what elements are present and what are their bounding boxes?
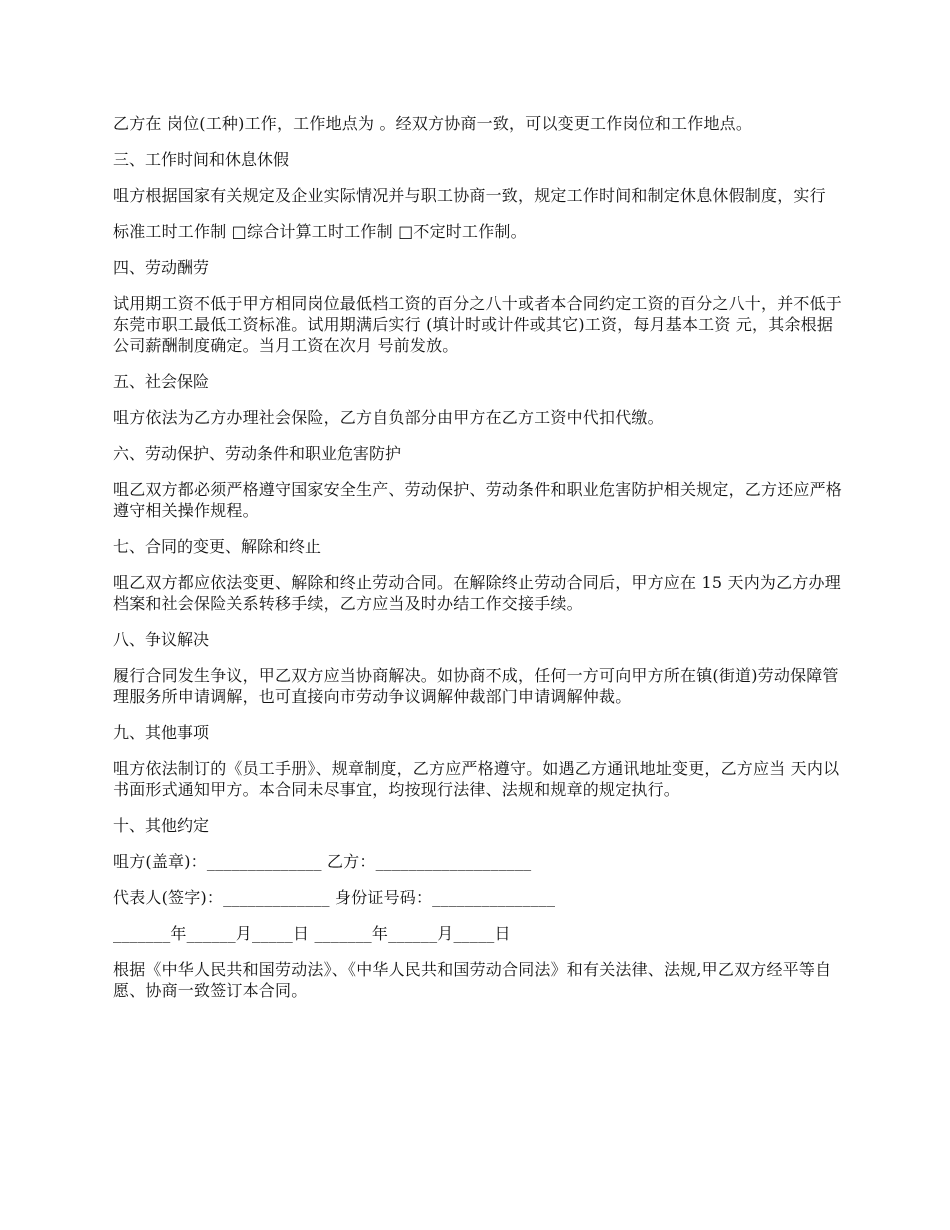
section-heading-contract-changes: 七、合同的变更、解除和终止 — [113, 537, 322, 556]
signature-line-representative: 代表人(签字)：_____________ 身份证号码：_______________ — [113, 888, 556, 907]
legal-basis-paragraph: 根据《中华人民共和国劳动法》、《中华人民共和国劳动合同法》和有关法律、法规,甲乙双方经平等自愿、协商一致签订本合同。 — [113, 960, 832, 1000]
labor-protection-paragraph: 咀乙双方都必须严格遵守国家安全生产、劳动保护、劳动条件和职业危害防护相关规定，乙方还应严格遵守相关操作规程。 — [113, 480, 843, 520]
working-hours-paragraph: 咀方根据国家有关规定及企业实际情况并与职工协商一致，规定工作时间和制定休息休假制度，实行 — [113, 186, 826, 205]
dispute-paragraph: 履行合同发生争议，甲乙双方应当协商解决。如协商不成，任何一方可向甲方所在镇(街道)劳动保障管理服务所申请调解，也可直接向市劳动争议调解仲裁部门申请调解仲裁。 — [113, 666, 839, 706]
section-heading-remuneration: 四、劳动酬劳 — [113, 258, 210, 277]
social-insurance-paragraph: 咀方依法为乙方办理社会保险，乙方自负部分由甲方在乙方工资中代扣代缴。 — [113, 408, 664, 427]
remuneration-paragraph: 试用期工资不低于甲方相同岗位最低档工资的百分之八十或者本合同约定工资的百分之八十，并不低于东莞市职工最低工资标准。试用期满后实行 (填计时或计件或其它)工资，每月基本工资 元，其余根据公司薪酬制度确定。当月工资在次月 号前发放。 — [113, 294, 843, 355]
section-heading-dispute: 八、争议解决 — [113, 630, 210, 649]
section-heading-other-matters: 九、其他事项 — [113, 723, 210, 742]
section-heading-labor-protection: 六、劳动保护、劳动条件和职业危害防护 — [113, 444, 402, 463]
signature-line-dates: _______年______月_____日 _______年______月_____日 — [113, 924, 511, 943]
contract-page — [113, 113, 843, 1016]
section-heading-social-insurance: 五、社会保险 — [113, 372, 210, 391]
section-heading-other-agreements: 十、其他约定 — [113, 816, 210, 835]
contract-changes-paragraph: 咀乙双方都应依法变更、解除和终止劳动合同。在解除终止劳动合同后，甲方应在 15 天内为乙方办理档案和社会保险关系转移手续，乙方应当及时办结工作交接手续。 — [113, 573, 841, 613]
working-hours-options: 标准工时工作制 □综合计算工时工作制 □不定时工作制。 — [113, 222, 527, 241]
section-heading-working-hours: 三、工作时间和休息休假 — [113, 150, 290, 169]
work-location-paragraph: 乙方在 岗位(工种)工作，工作地点为 。经双方协商一致，可以变更工作岗位和工作地点。 — [113, 114, 753, 133]
other-matters-paragraph: 咀方依法制订的《员工手册》、规章制度，乙方应严格遵守。如遇乙方通讯地址变更，乙方应当 天内以书面形式通知甲方。本合同未尽事宜，均按现行法律、法规和规章的规定执行。 — [113, 759, 840, 799]
signature-line-parties: 咀方(盖章)：______________ 乙方：___________________ — [113, 852, 532, 871]
